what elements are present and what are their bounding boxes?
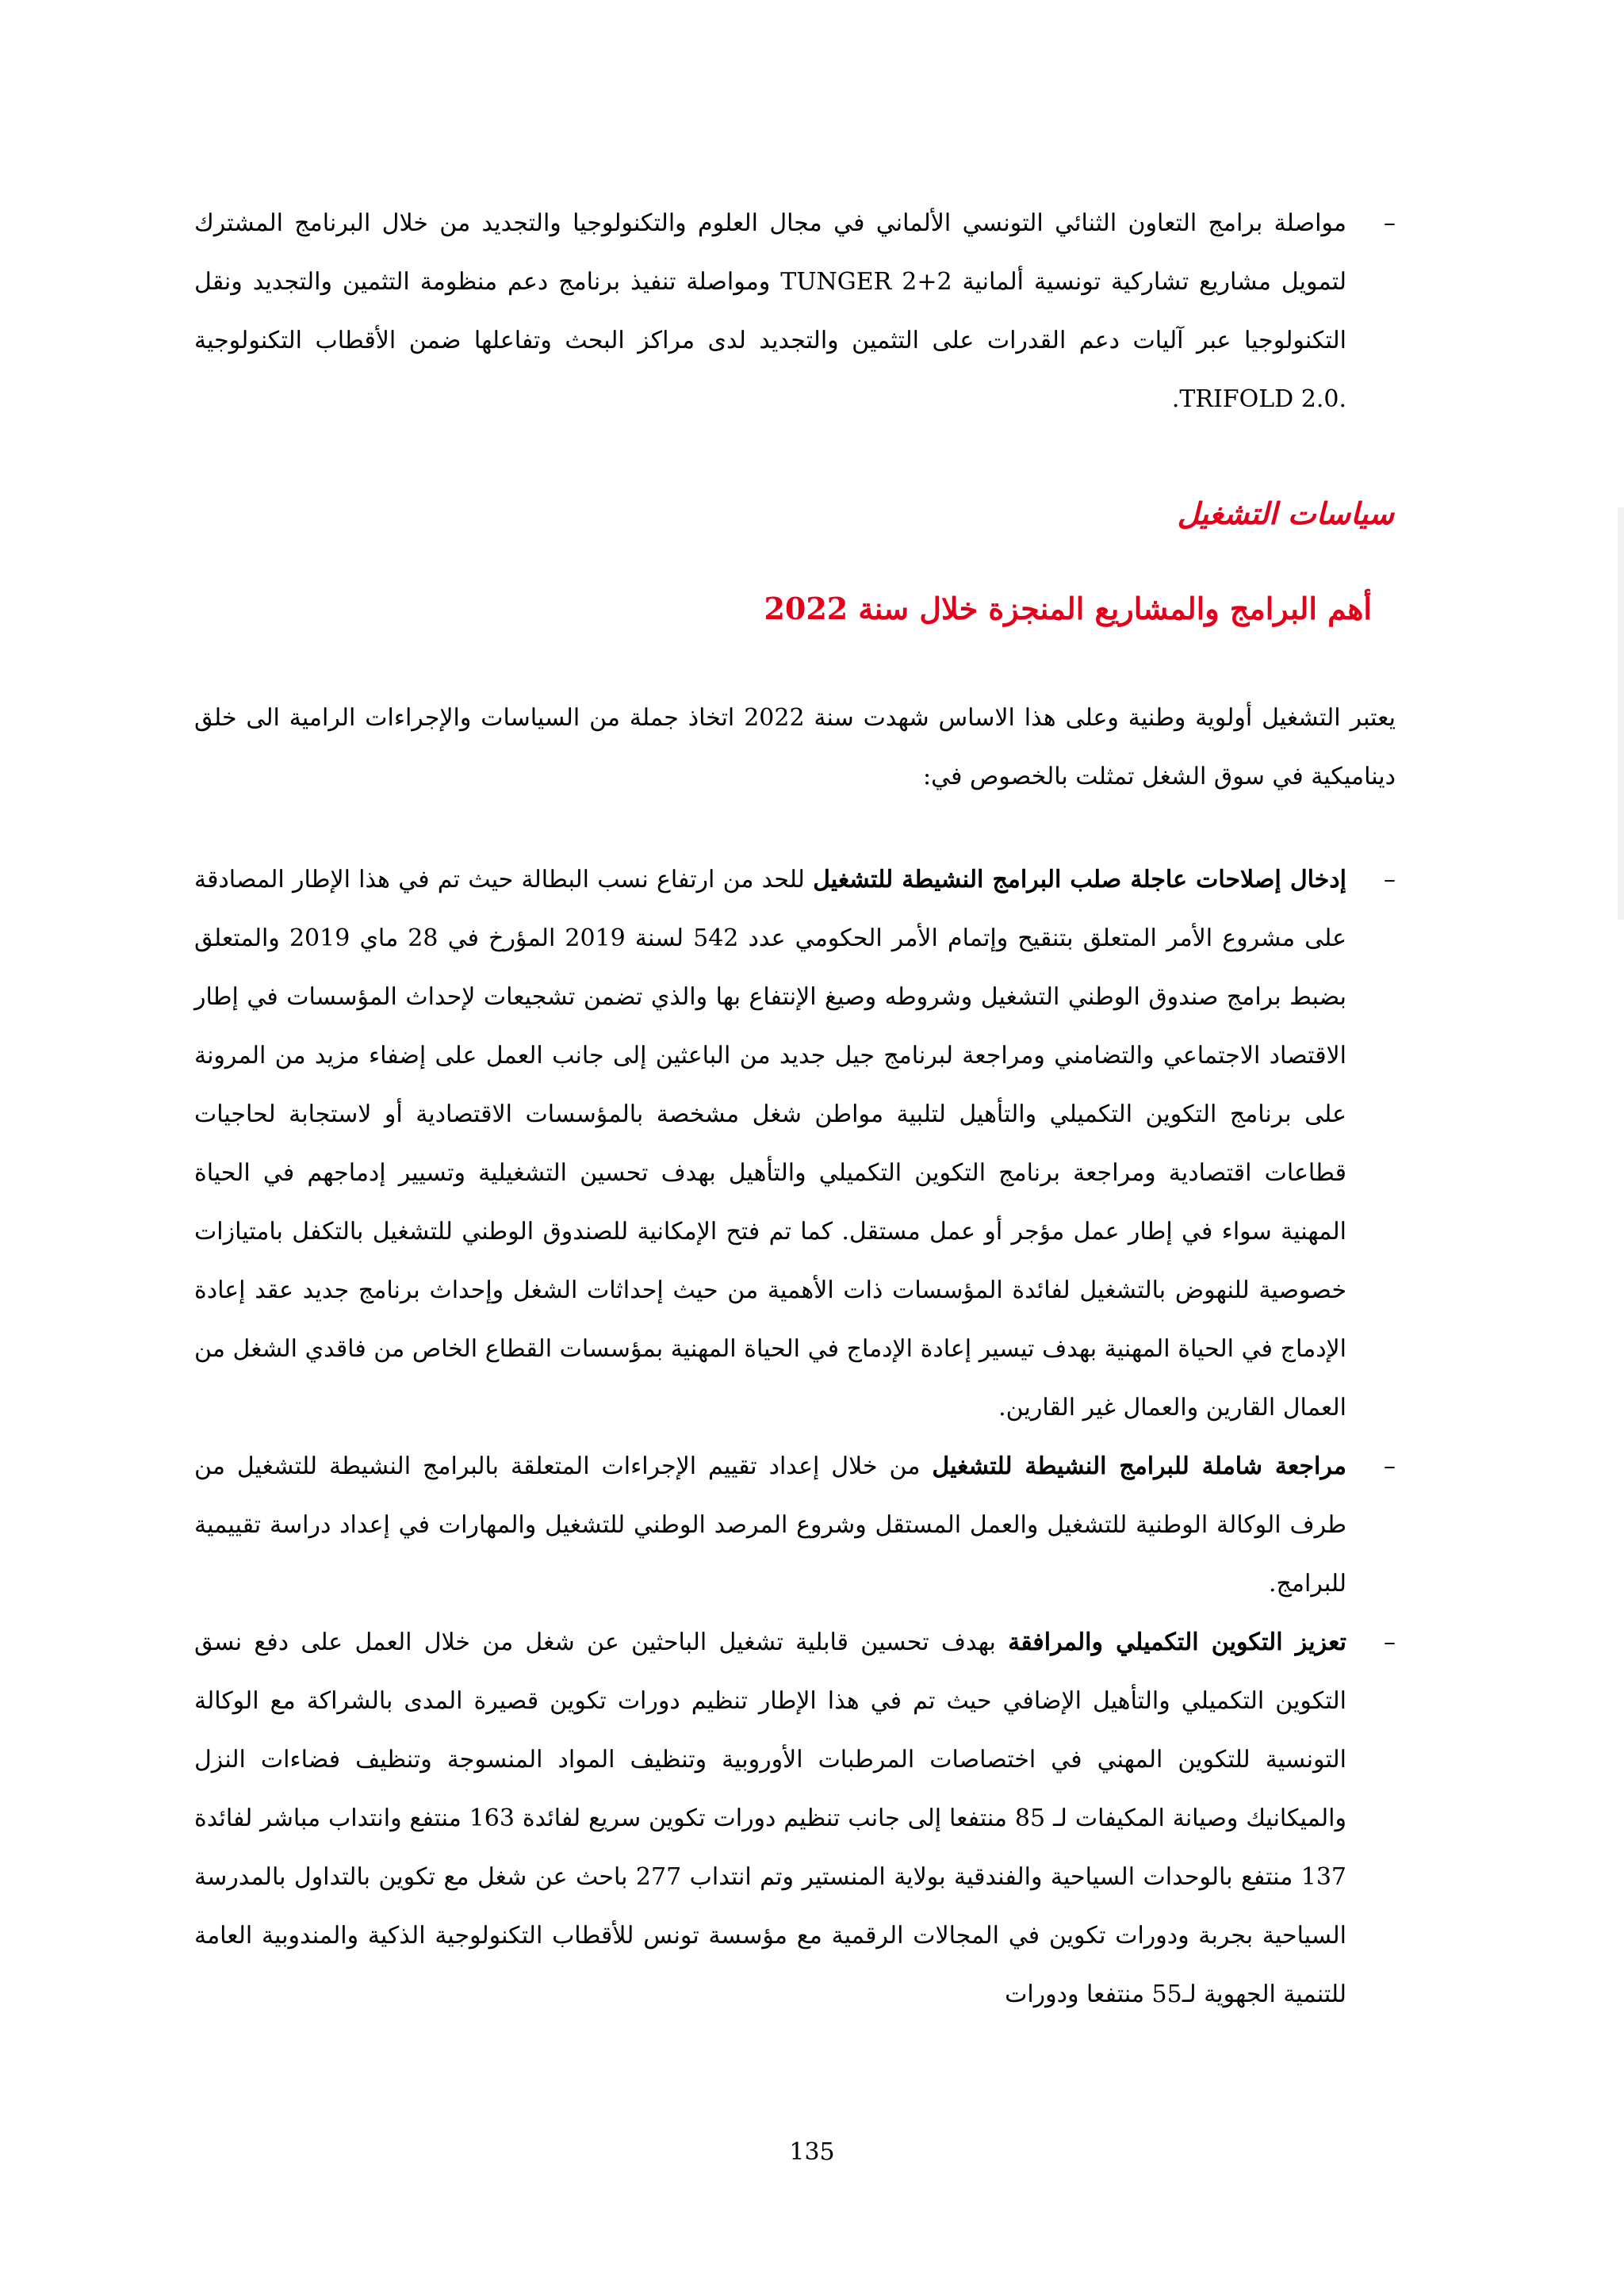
list-item-bold: مراجعة شاملة للبرامج النشيطة للتشغيل	[932, 1452, 1346, 1480]
list-item-bold: إدخال إصلاحات عاجلة صلب البرامج النشيطة للتشغيل	[813, 866, 1346, 894]
list-item-text: من خلال إعداد تقييم الإجراءات المتعلقة بالبرامج النشيطة للتشغيل من طرف الوكالة الوطنية للتشغيل والعمل المستقل وشروع المرصد الوطني للتشغيل والمهارات في إعداد دراسة تقييمية للبرامج.	[194, 1452, 1346, 1598]
list-item-text: للحد من ارتفاع نسب البطالة حيث تم في هذا الإطار المصادقة على مشروع الأمر المتعلق بتنقيح وإتمام الأمر الحكومي عدد 542 لسنة 2019 المؤرخ في 28 ماي 2019 والمتعلق بضبط برامج صندوق الوطني التشغيل وشروطه وصيغ الإنتفاع بها والذي تضمن تشجيعات لإحداث المؤسسات في إطار الاقتصاد الاجتماعي والتضامني ومراجعة لبرنامج جيل جديد من الباعثين إلى جانب العمل على إضفاء مزيد من المرونة على برنامج التكوين التكميلي والتأهيل لتلبية مواطن شغل مشخصة بالمؤسسات الاقتصادية أو لاستجابة لحاجيات قطاعات اقتصادية ومراجعة برنامج التكوين التكميلي والتأهيل بهدف تحسين التشغيلية وتسيير إدماجهم في الحياة المهنية سواء في إطار عمل مؤجر أو عمل مستقل. كما تم فتح الإمكانية للصندوق الوطني للتشغيل بالتكفل بامتيازات خصوصية للنهوض بالتشغيل لفائدة المؤسسات ذات الأهمية من حيث إحداثات الشغل وإحداث برنامج جديد عقد إعادة الإدماج في الحياة المهنية بهدف تيسير إعادة الإدماج في الحياة المهنية بمؤسسات القطاع الخاص من فاقدي الشغل من العمال القارين والعمال غير القارين.	[194, 866, 1346, 1422]
intro-bullet-text: مواصلة برامج التعاون الثنائي التونسي الألماني في مجال العلوم والتكنولوجيا والتجديد من خلال البرنامج المشترك لتمويل مشاريع تشاركية تونسية ألمانية TUNGER 2+2 ومواصلة تنفيذ برنامج دعم منظومة التثمين والتجديد ونقل التكنولوجيا عبر آليات دعم القدرات على التثمين والتجديد لدى مراكز البحث وتفاعلها ضمن الأقطاب التكنولوجية .TRIFOLD 2.0.	[194, 209, 1346, 413]
page-number: 135	[789, 2138, 835, 2166]
bullet-dash: –	[1384, 1452, 1396, 1480]
bullet-dash: –	[1384, 866, 1396, 894]
page-content	[194, 194, 1396, 2024]
list-item-bold: تعزيز التكوين التكميلي والمرافقة	[1008, 1628, 1346, 1656]
list-item	[194, 1613, 1396, 2024]
bullet-dash: –	[1384, 209, 1396, 237]
intro-bullet	[194, 194, 1396, 429]
bullet-dash: –	[1384, 1628, 1396, 1656]
list-item-text: بهدف تحسين قابلية تشغيل الباحثين عن شغل من خلال العمل على دفع نسق التكوين التكميلي والتأهيل الإضافي حيث تم في هذا الإطار تنظيم دورات تكوين قصيرة المدى بالشراكة مع الوكالة التونسية للتكوين المهني في اختصاصات المرطبات الأوروبية وتنظيف المواد المنسوجة وتنظيف فضاءات النزل والميكانيك وصيانة المكيفات لـ 85 منتفعا إلى جانب تنظيم دورات تكوين سريع لفائدة 163 منتفع وانتداب مباشر لفائدة 137 منتفع بالوحدات السياحية والفندقية بولاية المنستير وتم انتداب 277 باحث عن شغل مع تكوين بالتداول بالمدرسة السياحية بجربة ودورات تكوين في المجالات الرقمية مع مؤسسة تونس للأقطاب التكنولوجية الذكية والمندوبية العامة للتنمية الجهوية لـ55 منتفعا ودورات	[194, 1628, 1347, 2008]
intro-paragraph: يعتبر التشغيل أولوية وطنية وعلى هذا الاساس شهدت سنة 2022 اتخاذ جملة من السياسات والإجراءات الرامية الى خلق ديناميكية في سوق الشغل تمثلت بالخصوص في:	[194, 704, 1396, 790]
section-title: سياسات التشغيل	[1177, 496, 1394, 531]
sub-title: أهم البرامج والمشاريع المنجزة خلال سنة 2022	[764, 591, 1372, 626]
list-item	[194, 851, 1396, 1437]
list-item	[194, 1437, 1396, 1613]
scan-edge-shadow	[1618, 507, 1624, 920]
